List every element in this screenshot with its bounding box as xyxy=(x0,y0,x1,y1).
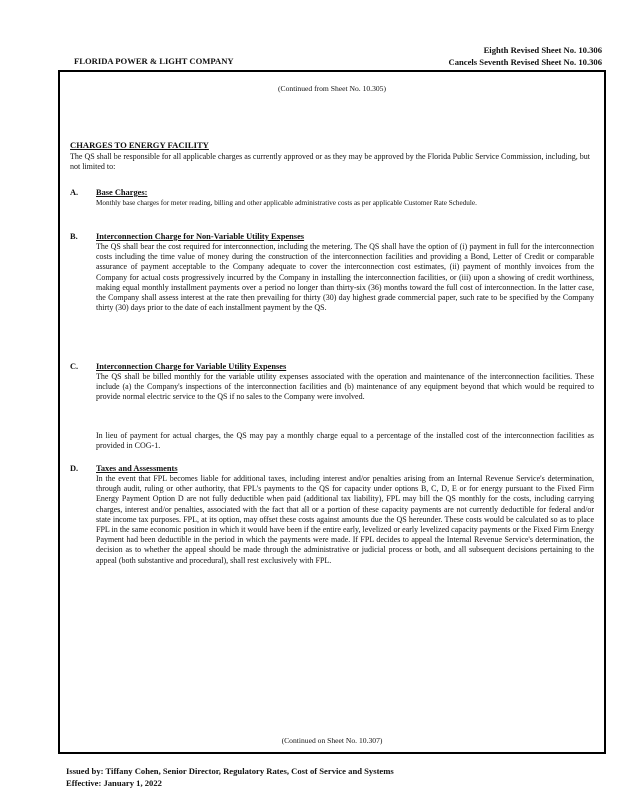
section-letter: B. xyxy=(70,232,78,241)
section-title: Base Charges: xyxy=(96,188,148,197)
continued-from: (Continued from Sheet No. 10.305) xyxy=(278,84,386,93)
section-body: Monthly base charges for meter reading, billing and other applicable administrative costs as per applicable Customer Rate Schedule. xyxy=(96,199,477,207)
continued-on: (Continued on Sheet No. 10.307) xyxy=(281,736,383,745)
section-title: Interconnection Charge for Variable Utility Expenses xyxy=(96,362,287,371)
section-body: In the event that FPL becomes liable for additional taxes, including interest and/or penalties arising from an Internal Revenue Service's determination, through audit, ruling or other authority, that FPL's payments to the QS for capacity under options B, C, D, E or for energy pursuant to the Fixed Firm Energy Payment Option D are not fully deductible when paid (additional tax liability), FPL may bill the QS monthly for the costs, including carrying charges, interest and/or penalties, associated with the fact that all or a portion of these capacity payments are not currently deductible for federal and/or state income tax purposes. FPL, at its option, may offset these costs against amounts due the QS hereunder. These costs would be calculated so as to place FPL in the same economic position in which it would have been if the entire early, levelized or early levelized capacity payments or the Fixed Firm Energy Payment had been deductible in the period in which the payments were made. If FPL decides to appeal the Internal Revenue Service's determination, the decision as to whether the appeal should be made through the administrative or judicial process or both, and all subsequent decisions pertaining to the appeal (both substantive and procedural), shall rest exclusively with FPL. xyxy=(96,474,594,565)
intro-paragraph: The QS shall be responsible for all applicable charges as currently approved or as they may be approved by the Florida Public Service Commission, including, but not limited to: xyxy=(70,152,590,171)
issued-by: Issued by: Tiffany Cohen, Senior Director, Regulatory Rates, Cost of Service and Systems xyxy=(66,766,394,776)
sheet-number: Eighth Revised Sheet No. 10.306 xyxy=(483,45,602,55)
section-body: The QS shall bear the cost required for interconnection, including the metering. The QS shall have the option of (i) payment in full for the interconnection costs including the time value of money during the construction of the interconnection facilities and providing a Bond, Letter of Credit or comparable assurance of payment acceptable to the Company adequate to cover the interconnection cost estimates, (ii) payment of monthly invoices from the Company for actual costs progressively incurred by the Company in installing the interconnection facilities, or (iii) upon a showing of credit worthiness, making equal monthly installment payments over a period no longer than thirty-six (36) months toward the full cost of interconnection. In the latter case, the Company shall assess interest at the rate then prevailing for thirty (30) day highest grade commercial paper, such rate to be specified by the Company thirty (30) days prior to the date of each installment payment by the QS. xyxy=(96,242,594,313)
section-letter: D. xyxy=(70,464,79,473)
section-title: Taxes and Assessments xyxy=(96,464,178,473)
tariff-sheet-frame xyxy=(58,70,606,754)
section-title: Interconnection Charge for Non-Variable Utility Expenses xyxy=(96,232,305,241)
cancels-sheet: Cancels Seventh Revised Sheet No. 10.306 xyxy=(448,57,602,67)
main-heading: CHARGES TO ENERGY FACILITY xyxy=(70,140,209,150)
section-body-2: In lieu of payment for actual charges, the QS may pay a monthly charge equal to a percentage of the installed cost of the interconnection facilities as provided in COG-1. xyxy=(96,431,594,451)
section-body: The QS shall be billed monthly for the variable utility expenses associated with the operation and maintenance of the interconnection facilities. These include (a) the Company's inspections of the interconnection facilities and (b) maintenance of any equipment beyond that which would be required to provide normal electric service to the QS if no sales to the Company were involved. xyxy=(96,372,594,402)
company-name: FLORIDA POWER & LIGHT COMPANY xyxy=(74,56,234,66)
sheet-header xyxy=(449,44,603,68)
effective-date: Effective: January 1, 2022 xyxy=(66,778,162,788)
section-letter: C. xyxy=(70,362,79,371)
section-letter: A. xyxy=(70,188,79,197)
